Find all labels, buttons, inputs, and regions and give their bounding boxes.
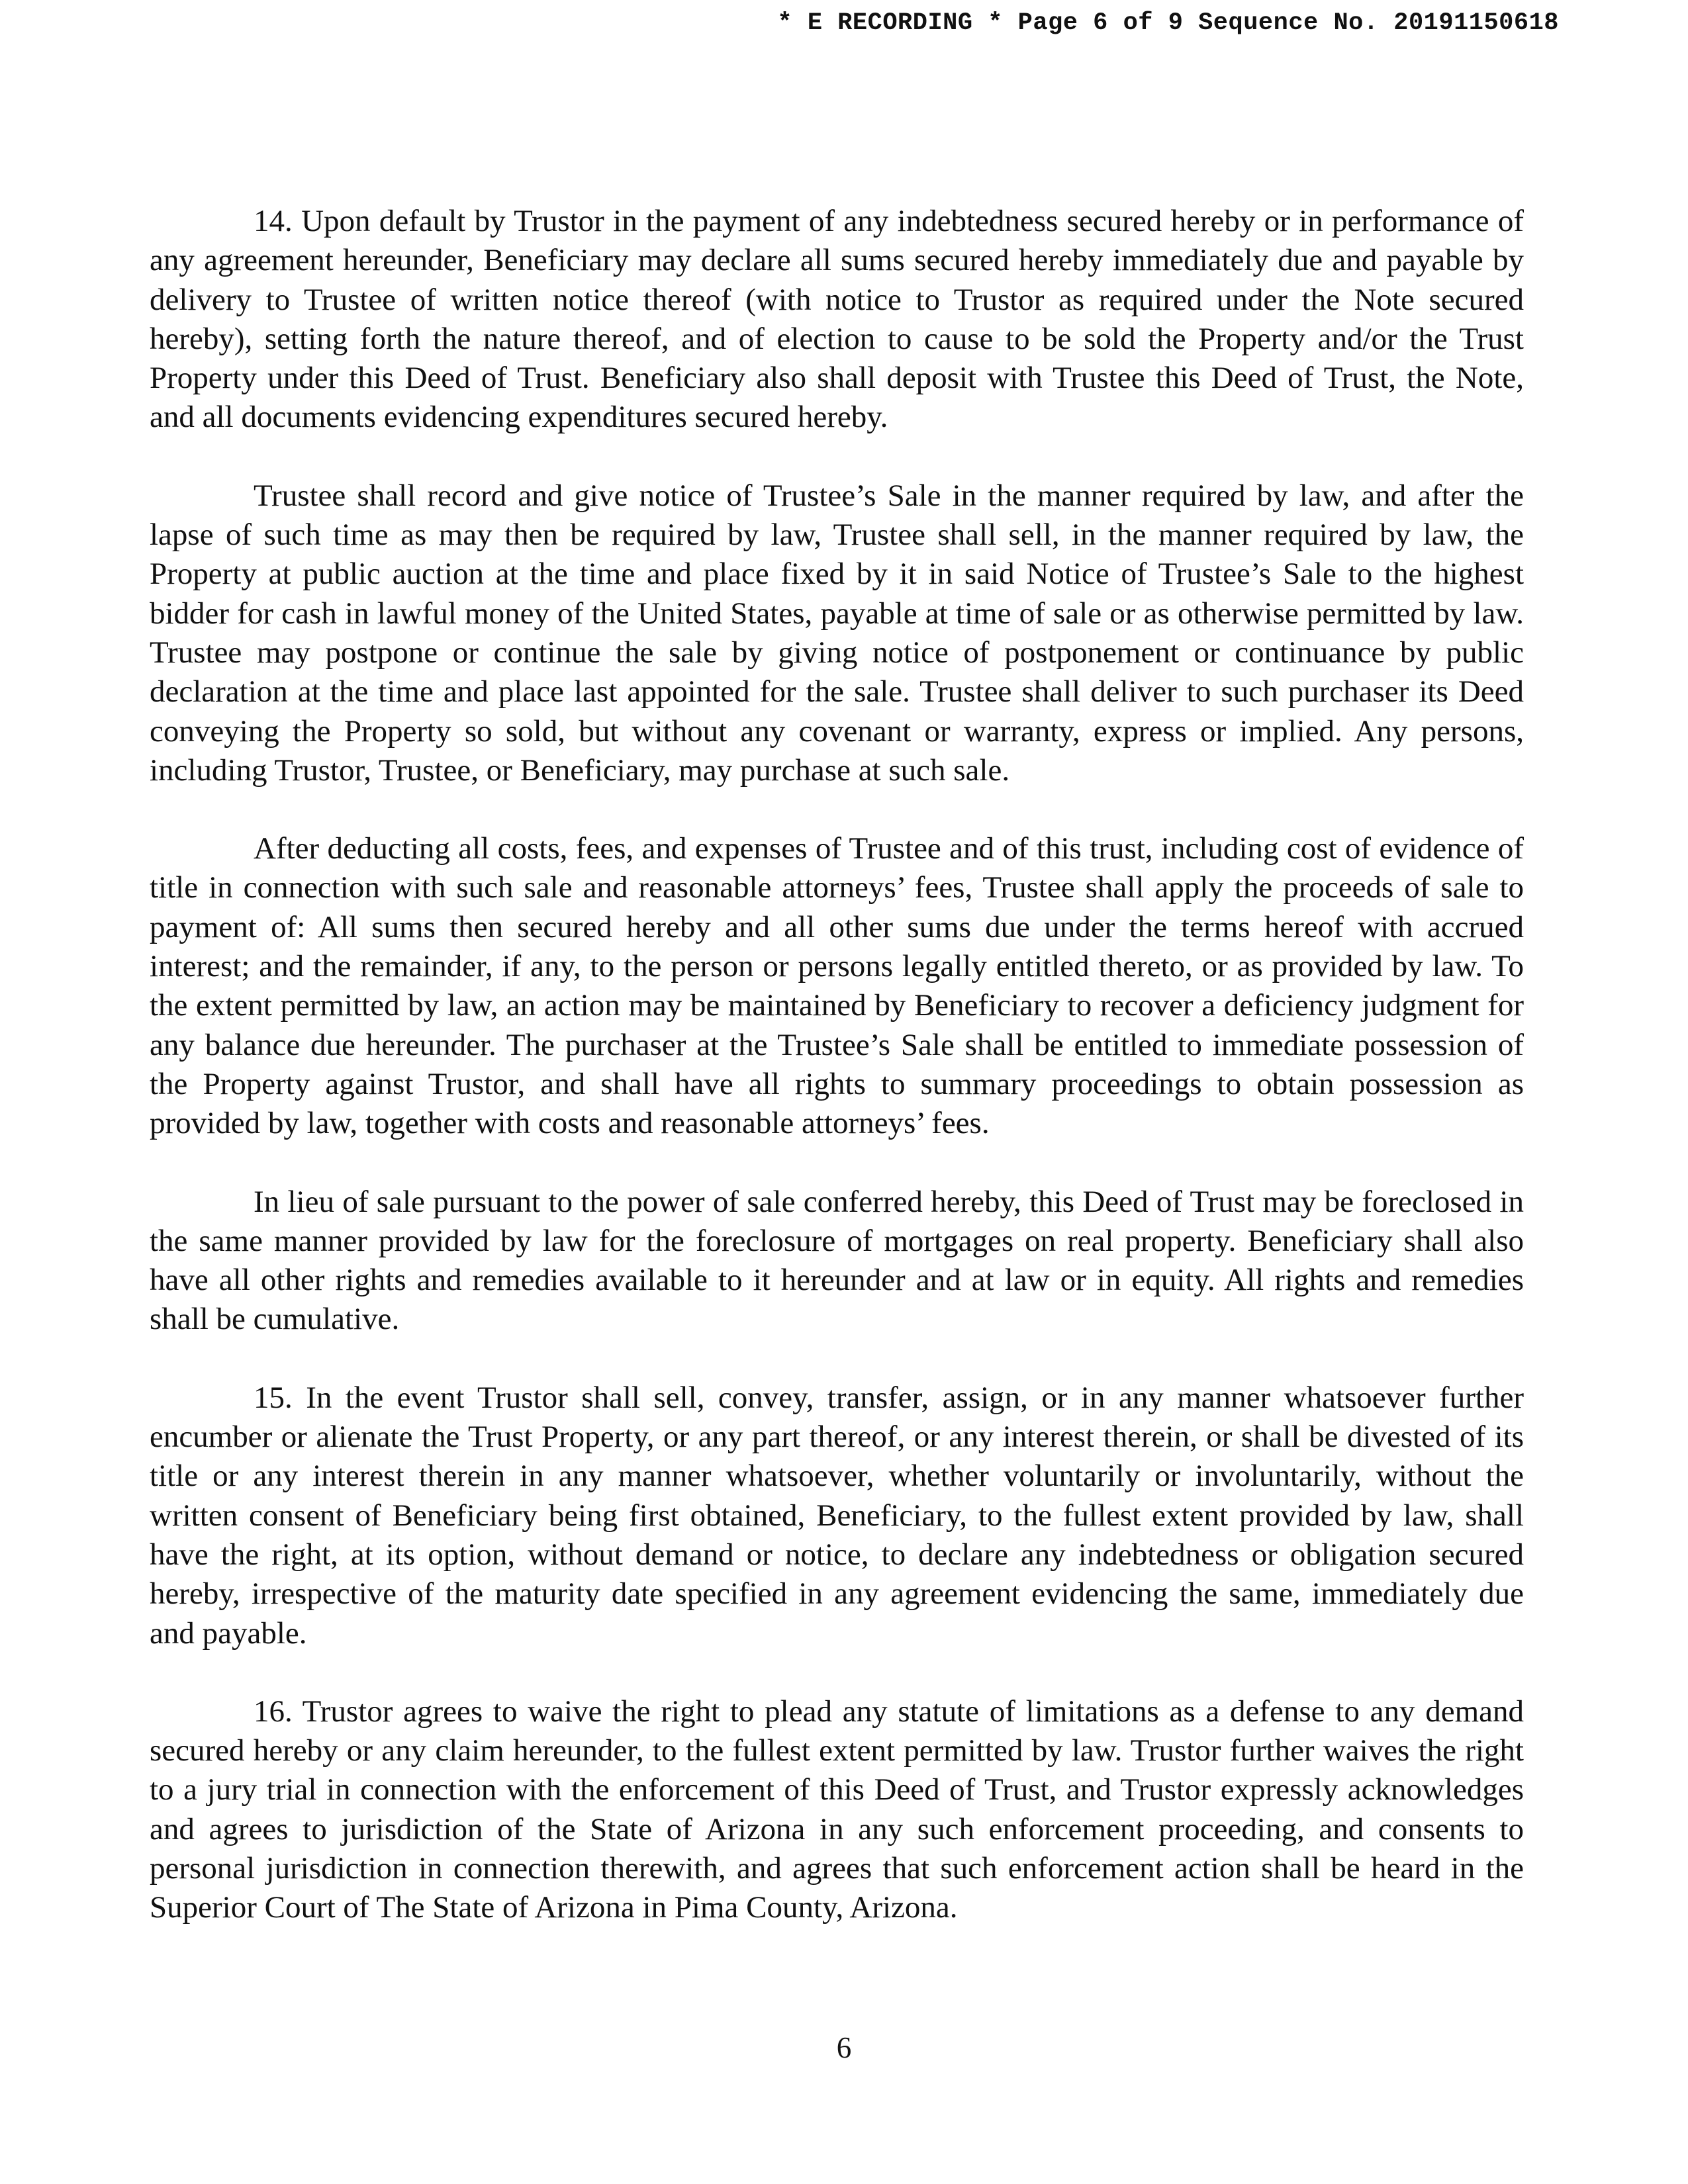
recording-stamp: * E RECORDING * Page 6 of 9 Sequence No. 20191150618 xyxy=(777,9,1559,37)
paragraph-16-waiver-jurisdiction: 16. Trustor agrees to waive the right to plead any statute of limitations as a defense to any demand secured hereby or any claim hereunder, to the fullest extent permitted by law. Trustor further waives the right to a jury trial in connection with the enforcement of this Deed of Trust, and Trustor expressly acknowledges and agrees to jurisdiction of the State of Arizona in any such enforcement proceeding, and consents to personal jurisdiction in connection therewith, and agrees that such enforcement action shall be heard in the Superior Court of The State of Arizona in Pima County, Arizona. xyxy=(150,1694,1524,1925)
paragraph-14-default-remedies: 14. Upon default by Trustor in the payment of any indebtedness secured hereby or in performance of any agreement hereunder, Beneficiary may declare all sums secured hereby immediately due and payable by delivery to Trustee of written notice thereof (with notice to Trustor as required under the Note secured hereby), setting forth the nature thereof, and of election to cause to be sold the Property and/or the Trust Property under this Deed of Trust. Beneficiary also shall deposit with Trustee this Deed of Trust, the Note, and all documents evidencing expenditures secured hereby. xyxy=(150,204,1524,435)
paragraph-15-due-on-sale: 15. In the event Trustor shall sell, convey, transfer, assign, or in any manner whatsoever further encumber or alienate the Trust Property, or any part thereof, or any interest therein, or shall be divested of its title or any interest therein in any manner whatsoever, whether voluntarily or involuntarily, without the written consent of Beneficiary being first obtained, Beneficiary, to the fullest extent provided by law, shall have the right, at its option, without demand or notice, to declare any indebtedness or obligation secured hereby, irrespective of the maturity date specified in any agreement evidencing the same, immediately due and payable. xyxy=(150,1380,1524,1651)
paragraph-trustee-sale: Trustee shall record and give notice of Trustee’s Sale in the manner required by law, and after the lapse of such time as may then be required by law, Trustee shall sell, in the manner required by law, the Property at public auction at the time and place fixed by it in said Notice of Trustee’s Sale to the highest bidder for cash in lawful money of the United States, payable at time of sale or as otherwise permitted by law. Trustee may postpone or continue the sale by giving notice of postponement or continuance by public declaration at the time and place last appointed for the sale. Trustee shall deliver to such purchaser its Deed conveying the Property so sold, but without any covenant or warranty, express or implied. Any persons, including Trustor, Trustee, or Beneficiary, may purchase at such sale. xyxy=(150,478,1524,788)
page-number: 6 xyxy=(836,2031,852,2064)
paragraph-foreclosure-alternative: In lieu of sale pursuant to the power of sale conferred hereby, this Deed of Trust may be foreclosed in the same manner provided by law for the foreclosure of mortgages on real property. Beneficiary shall also have all other rights and remedies available to it hereunder and at law or in equity. All rights and remedies shall be cumulative. xyxy=(150,1184,1524,1337)
paragraph-sale-proceeds: After deducting all costs, fees, and expenses of Trustee and of this trust, including cost of evidence of title in connection with such sale and reasonable attorneys’ fees, Trustee shall apply the proceeds of sale to payment of: All sums then secured hereby and all other sums due under the terms hereof with accrued interest; and the remainder, if any, to the person or persons legally entitled thereto, or as provided by law. To the extent permitted by law, an action may be maintained by Beneficiary to recover a deficiency judgment for any balance due hereunder. The purchaser at the Trustee’s Sale shall be entitled to immediate possession of the Property against Trustor, and shall have all rights to summary proceedings to obtain possession as provided by law, together with costs and reasonable attorneys’ fees. xyxy=(150,831,1524,1141)
document-body xyxy=(150,202,1524,1967)
